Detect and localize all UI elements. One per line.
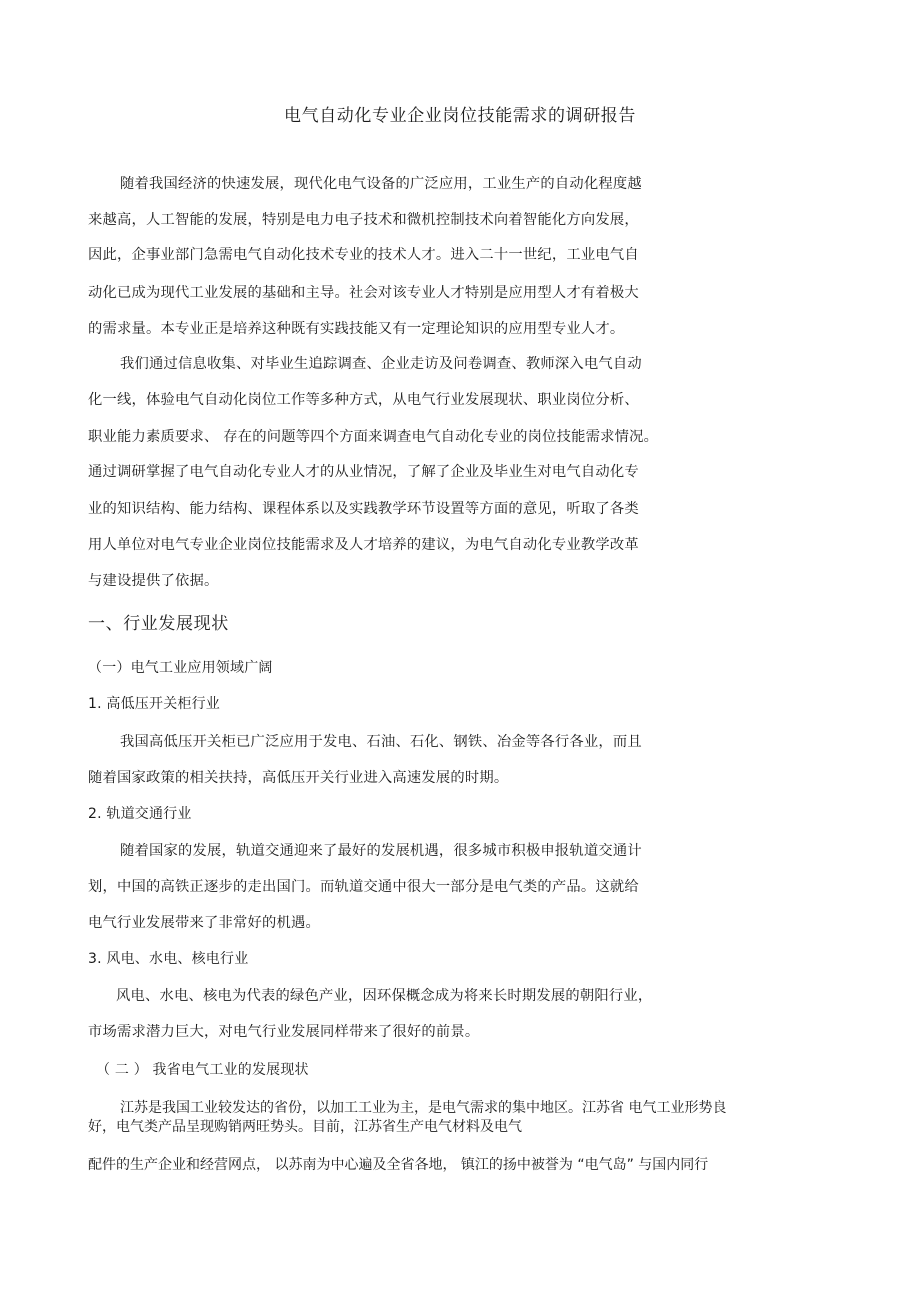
- intro-p2-line-2: 化一线，体验电气自动化岗位工作等多种方式，从电气行业发展现状、职业岗位分析、: [88, 392, 639, 408]
- intro-p1-line-5: 的需求量。本专业正是培养这种既有实践技能又有一定理论知识的应用型专业人才。: [88, 321, 625, 337]
- item-2-line-2: 划，中国的高铁正逐步的走出国门。而轨道交通中很大一部分是电气类的产品。这就给: [88, 879, 639, 895]
- intro-p1-line-2: 来越高，人工智能的发展，特别是电力电子技术和微机控制技术向着智能化方向发展，: [88, 212, 639, 228]
- item-3-heading: 3. 风电、水电、核电行业: [88, 951, 249, 967]
- intro-p2-line-6: 用人单位对电气专业企业岗位技能需求及人才培养的建议，为电气自动化专业教学改革: [88, 537, 639, 553]
- subsection-2-line-3: 配件的生产企业和经营网点， 以苏南为中心遍及全省各地， 镇江的扬中被誉为 “电气岛” 与国内同行: [88, 1157, 709, 1173]
- intro-p1-line-3: 因此，企事业部门急需电气自动化技术专业的技术人才。进入二十一世纪，工业电气自: [88, 247, 639, 263]
- section-1-heading: 一、行业发展现状: [88, 614, 229, 634]
- item-2-heading: 2. 轨道交通行业: [88, 806, 192, 822]
- intro-p1-line-1: 随着我国经济的快速发展，现代化电气设备的广泛应用，工业生产的自动化程度越: [120, 176, 642, 192]
- item-3-line-1: 风电、水电、核电为代表的绿色产业，因环保概念成为将来长时期发展的朝阳行业，: [116, 988, 653, 1004]
- item-2-line-3: 电气行业发展带来了非常好的机遇。: [88, 915, 320, 931]
- intro-p2-line-7: 与建设提供了依据。: [88, 573, 219, 589]
- document-title: 电气自动化专业企业岗位技能需求的调研报告: [284, 106, 636, 126]
- intro-p2-line-1: 我们通过信息收集、对毕业生追踪调查、企业走访及问卷调查、教师深入电气自动: [120, 356, 642, 372]
- intro-p2-line-5: 业的知识结构、能力结构、课程体系以及实践教学环节设置等方面的意见，听取了各类: [88, 501, 639, 517]
- intro-p2-line-4: 通过调研掌握了电气自动化专业人才的从业情况，了解了企业及毕业生对电气自动化专: [88, 464, 639, 480]
- item-1-line-1: 我国高低压开关柜已广泛应用于发电、石油、石化、钢铁、冶金等各行各业，而且: [120, 734, 642, 750]
- intro-p1-line-4: 动化已成为现代工业发展的基础和主导。社会对该专业人才特别是应用型人才有着极大: [88, 285, 639, 301]
- item-1-heading: 1. 高低压开关柜行业: [88, 696, 221, 712]
- subsection-2-heading: （ 二 ） 我省电气工业的发展现状: [96, 1062, 309, 1078]
- item-2-line-1: 随着国家的发展，轨道交通迎来了最好的发展机遇，很多城市积极申报轨道交通计: [120, 843, 642, 859]
- item-3-line-2: 市场需求潜力巨大，对电气行业发展同样带来了很好的前景。: [88, 1024, 480, 1040]
- subsection-1-heading: （一）电气工业应用领域广阔: [88, 660, 273, 676]
- subsection-2-line-1: 江苏是我国工业较发达的省份，以加工工业为主，是电气需求的集中地区。江苏省 电气工业形势良: [120, 1100, 727, 1116]
- subsection-2-line-2: 好，电气类产品呈现购销两旺势头。目前，江苏省生产电气材料及电气: [88, 1119, 522, 1135]
- intro-p2-line-3: 职业能力素质要求、 存在的问题等四个方面来调查电气自动化专业的岗位技能需求情况。: [88, 429, 659, 445]
- item-1-line-2: 随着国家政策的相关扶持，高低压开关行业进入高速发展的时期。: [88, 770, 509, 786]
